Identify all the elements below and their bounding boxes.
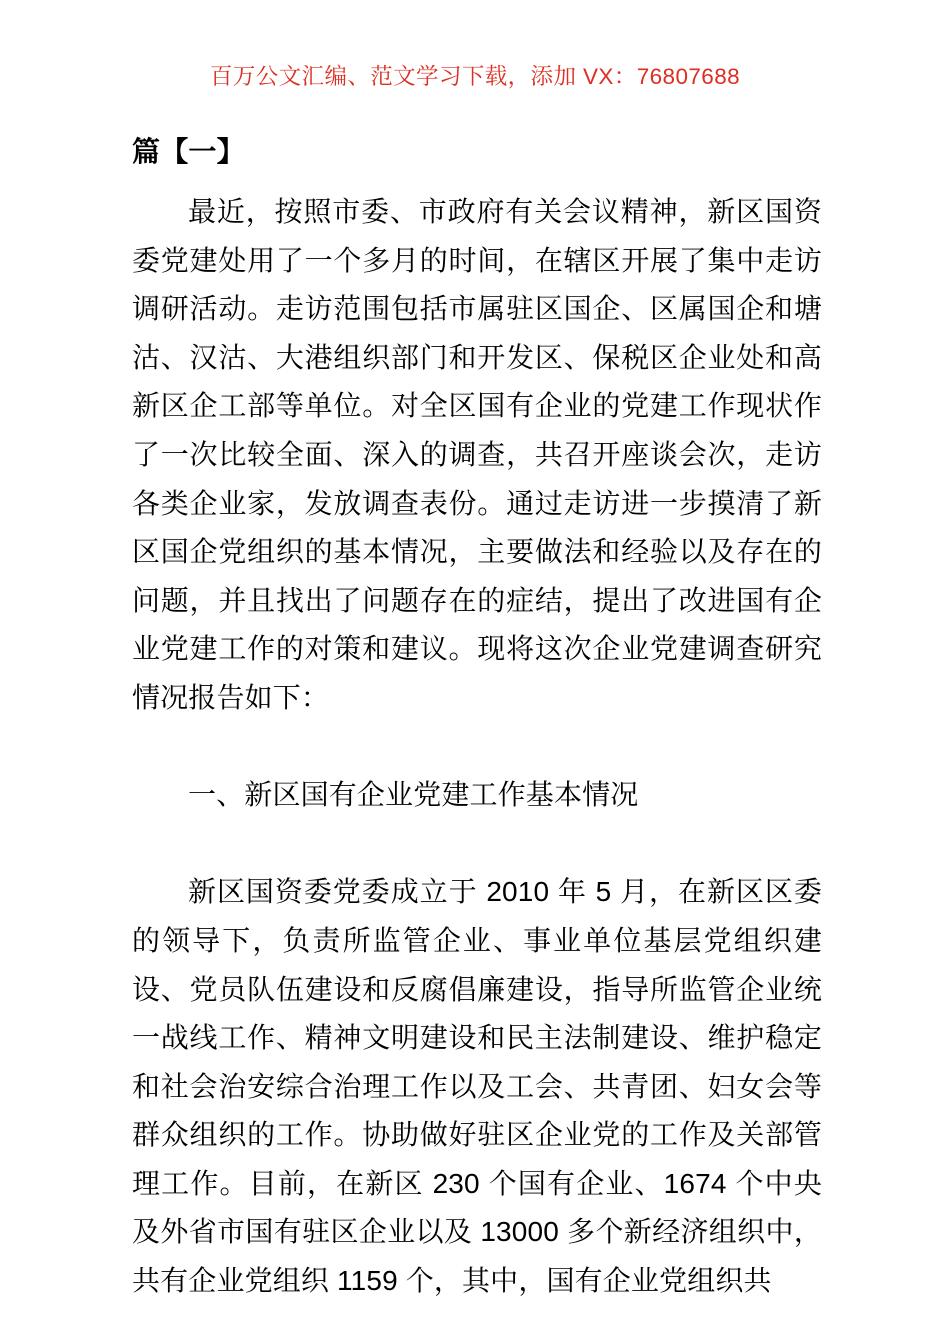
document-title: 篇【一】 — [132, 136, 245, 167]
section-heading-one: 一、新区国有企业党建工作基本情况 — [188, 779, 639, 811]
promo-header-text: 百万公文汇编、范文学习下载，添加 VX：76807688 — [209, 64, 741, 89]
paragraph-spacer-two — [132, 820, 822, 869]
paragraph-spacer-one — [132, 723, 822, 772]
section-one-paragraph: 新区国资委党委成立于 2010 年 5 月，在新区区委的领导下，负责所监管企业、事业单位基层党组织建设、党员队伍建设和反腐倡廉建设，指导所监管企业统一战线工作、精神文明建设和民主法制建设、维护稳定和社会治安综合治理工作以及工会、共青团、妇女会等群众组织的工作。协助做好驻区企业党的工作及关部管理工作。目前，在新区 230 个国有企业、1674 个中央及外省市国有驻区企业以及 13000 多个新经济组织中，共有企业党组织 1159 个，其中，国有企业党组织共 — [132, 876, 822, 1297]
intro-paragraph: 最近，按照市委、市政府有关会议精神，新区国资委党建处用了一个多月的时间，在辖区开展了集中走访调研活动。走访范围包括市属驻区国企、区属国企和塘沽、汉沽、大港组织部门和开发区、保税区企业处和高新区企工部等单位。对全区国有企业的党建工作现状作了一次比较全面、深入的调查，共召开座谈会次，走访各类企业家，发放调查表份。通过走访进一步摸清了新区国企党组织的基本情况，主要做法和经验以及存在的问题，并且找出了问题存在的症结，提出了改进国有企业党建工作的对策和建议。现将这次企业党建调查研究情况报告如下： — [132, 196, 822, 713]
document-body — [132, 130, 822, 1306]
